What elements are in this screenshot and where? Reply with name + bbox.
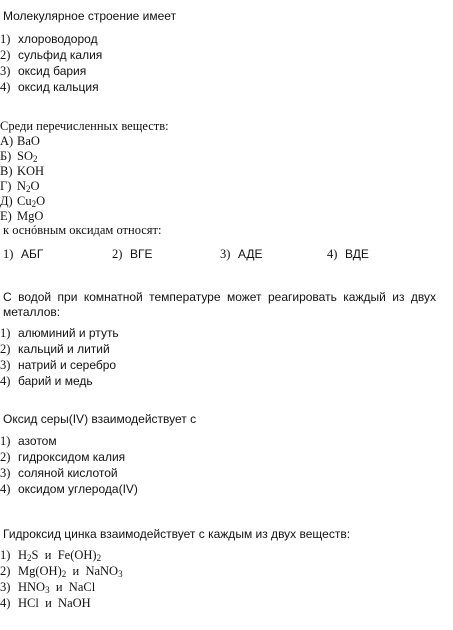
formula-b: NaOH xyxy=(58,596,91,610)
substance-item-e: Е) MgO xyxy=(0,209,44,223)
question-5-text: Гидроксид цинка взаимодействует с каждым из двух веществ: xyxy=(3,527,351,541)
conjunction: и xyxy=(44,548,52,562)
option-text: оксид бария xyxy=(18,64,87,78)
option-3-1[interactable]: 1) алюминий и ртуть xyxy=(0,326,119,340)
formula: $N_2O$ xyxy=(17,179,40,194)
formula-a: $H_2S$ xyxy=(18,548,39,563)
formula: BaO xyxy=(17,134,40,148)
question-4-text: Оксид серы(IV) взаимодействует с xyxy=(3,412,197,426)
option-text: хлороводород xyxy=(18,32,98,46)
substance-item-d: Д) $Cu_2O$ xyxy=(0,194,46,209)
question-1-text: Молекулярное строение имеет xyxy=(3,9,177,23)
answer-2-4[interactable]: 4) ВДЕ xyxy=(327,247,369,261)
formula-a: $Mg(OH)_2$ xyxy=(18,564,67,579)
option-text: сульфид калия xyxy=(18,48,103,62)
formula-a: HCl xyxy=(18,596,39,610)
option-1-1[interactable]: 1) хлороводород xyxy=(0,32,98,46)
formula-b: $Fe(OH)_2$ xyxy=(57,548,102,563)
option-1-2[interactable]: 2) сульфид калия xyxy=(0,48,103,62)
question-2-intro: Среди перечисленных веществ: xyxy=(0,119,169,133)
option-5-4[interactable]: 4) HCl и NaOH xyxy=(0,596,91,610)
substance-item-v: В) KOH xyxy=(0,164,45,178)
option-4-3[interactable]: 3) соляной кислотой xyxy=(0,466,118,480)
option-text: оксид кальция xyxy=(18,80,99,94)
answer-2-3[interactable]: 3) АДЕ xyxy=(220,247,263,261)
answer-2-2[interactable]: 2) ВГЕ xyxy=(112,247,153,261)
formula: $Cu_2O$ xyxy=(17,194,46,209)
option-1-3[interactable]: 3) оксид бария xyxy=(0,64,87,78)
formula: $SO_2$ xyxy=(17,149,38,164)
formula: KOH xyxy=(17,164,45,178)
answer-2-1[interactable]: 1) АБГ xyxy=(3,247,44,261)
substance-item-g: Г) $N_2O$ xyxy=(0,179,40,194)
option-4-2[interactable]: 2) гидроксидом калия xyxy=(0,450,126,464)
option-4-1[interactable]: 1) азотом xyxy=(0,434,57,448)
option-4-4[interactable]: 4) оксидом углерода(IV) xyxy=(0,482,138,496)
formula: MgO xyxy=(17,209,44,223)
option-5-2[interactable]: 2) $Mg(OH)_2$ и NaNO$_3$ xyxy=(0,564,123,579)
option-3-3[interactable]: 3) натрий и серебро xyxy=(0,358,117,372)
option-5-3[interactable]: 3) $HNO_3$ и NaCl xyxy=(0,580,96,595)
question-3-text-line2: металлов: xyxy=(3,305,61,319)
formula-b: NaCl xyxy=(68,580,96,594)
question-2-prompt: к оснóвным оксидам относят: xyxy=(3,223,162,237)
option-3-2[interactable]: 2) кальций и литий xyxy=(0,342,110,356)
question-3-text-line1: С водой при комнатной температуре может реагировать каждый из двух xyxy=(3,290,436,304)
option-1-4[interactable]: 4) оксид кальция xyxy=(0,80,99,94)
conjunction: и xyxy=(45,596,52,610)
formula-a: $HNO_3$ xyxy=(18,580,50,595)
conjunction: и xyxy=(72,564,80,578)
formula-b: NaNO$_3$ xyxy=(85,564,123,579)
conjunction: и xyxy=(55,580,63,594)
option-5-1[interactable]: 1) $H_2S$ и $Fe(OH)_2$ xyxy=(0,548,102,563)
substance-item-a: А) BaO xyxy=(0,134,40,148)
option-3-4[interactable]: 4) барий и медь xyxy=(0,374,93,388)
substance-item-b: Б) $SO_2$ xyxy=(0,149,38,164)
